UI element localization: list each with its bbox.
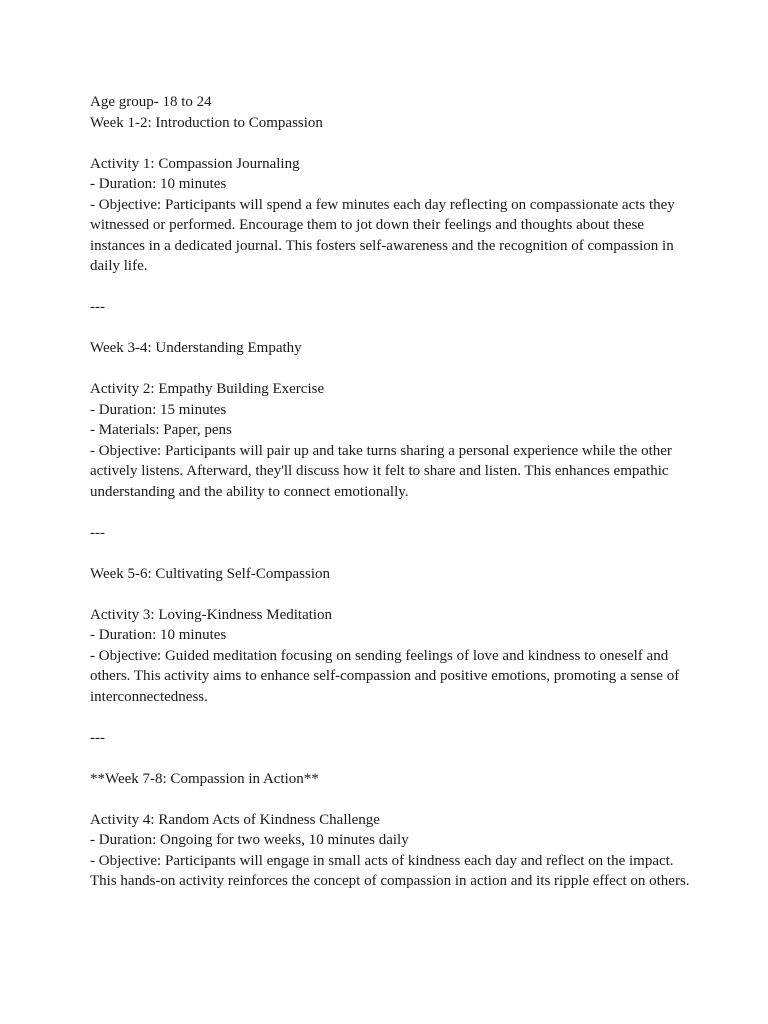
blank-line bbox=[90, 543, 690, 564]
blank-line bbox=[90, 359, 690, 380]
week-5-6-heading: Week 5-6: Cultivating Self-Compassion bbox=[90, 565, 331, 582]
separator-2: --- bbox=[90, 524, 105, 541]
blank-line bbox=[90, 318, 690, 339]
activity-2-materials: - Materials: Paper, pens bbox=[90, 422, 232, 438]
blank-line bbox=[90, 502, 690, 523]
activity-1-duration: - Duration: 10 minutes bbox=[90, 176, 227, 192]
week-1-2-heading: Week 1-2: Introduction to Compassion bbox=[90, 114, 323, 131]
activity-1-title: Activity 1: Compassion Journaling bbox=[90, 155, 300, 172]
activity-1-objective: - Objective: Participants will spend a few minutes each day reflecting on compassionate acts they witnessed or performed. Encourage them to jot down their feelings and thoughts about these instances in a dedicated journal. This fosters self-awareness and the recognition of compassion in daily life. bbox=[90, 196, 675, 274]
activity-3-objective: - Objective: Guided meditation focusing on sending feelings of love and kindness to oneself and others. This activity aims to enhance self-compassion and positive emotions, promoting a sense of interconnectedness. bbox=[90, 647, 680, 705]
blank-line bbox=[90, 277, 690, 298]
blank-line bbox=[90, 584, 690, 605]
activity-4-objective: - Objective: Participants will engage in small acts of kindness each day and reflect on the impact. This hands-on activity reinforces the concept of compassion in action and its ripple effect on others. bbox=[90, 852, 690, 889]
activity-3-duration: - Duration: 10 minutes bbox=[90, 627, 227, 643]
document-page bbox=[90, 92, 690, 892]
week-7-8-heading: **Week 7-8: Compassion in Action** bbox=[90, 770, 319, 787]
blank-line bbox=[90, 748, 690, 769]
week-3-4-heading: Week 3-4: Understanding Empathy bbox=[90, 340, 302, 356]
activity-3-title: Activity 3: Loving-Kindness Meditation bbox=[90, 606, 333, 623]
age-group-line: Age group- 18 to 24 bbox=[90, 94, 212, 110]
activity-4-title: Activity 4: Random Acts of Kindness Challenge bbox=[90, 811, 380, 828]
separator-1: --- bbox=[90, 299, 105, 315]
activity-4-duration: - Duration: Ongoing for two weeks, 10 minutes daily bbox=[90, 832, 409, 848]
activity-2-objective: - Objective: Participants will pair up and take turns sharing a personal experience while the other actively listens. Afterward, they'll discuss how it felt to share and listen. This enhances empathic understanding and the ability to connect emotionally. bbox=[90, 442, 672, 500]
blank-line bbox=[90, 133, 690, 154]
activity-2-title: Activity 2: Empathy Building Exercise bbox=[90, 381, 325, 397]
activity-2-duration: - Duration: 15 minutes bbox=[90, 401, 227, 418]
separator-3: --- bbox=[90, 729, 105, 746]
blank-line bbox=[90, 789, 690, 810]
blank-line bbox=[90, 707, 690, 728]
